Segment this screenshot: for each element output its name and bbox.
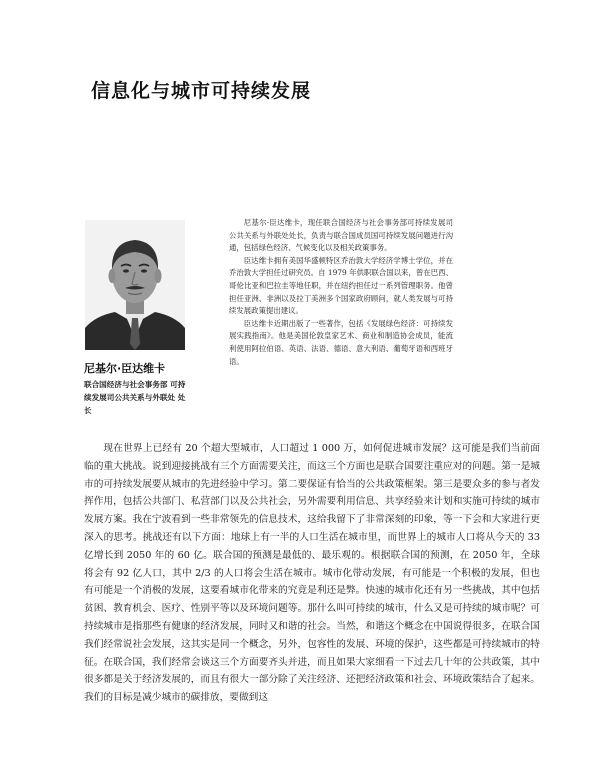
- bio-paragraph: 尼基尔·臣达维卡，现任联合国经济与社会事务部可持续发展司公共关系与外联处处长，负责与联合国成员国可持续发展问题进行沟通，包括绿色经济、气候变化以及相关政策事务。: [229, 218, 453, 253]
- biography: [229, 217, 453, 368]
- person-name: 尼基尔·臣达维卡: [84, 362, 166, 375]
- body-paragraph: 现在世界上已经有 20 个超大型城市，人口超过 1 000 万，如何促进城市发展？这可能是我们当前面临的重大挑战。说到迎接挑战有三个方面需要关注，而这三个方面也是联合国要注重应对的问题。第一是城市的可持续发展要从城市的先进经验中学习。第二要保证有恰当的公共政策框架。第三是要众多的参与者发挥作用，包括公共部门、私营部门以及公共社会，另外需要利用信息、共享经验来计划和实施可持续的城市发展方案。我在宁波看到一些非常领先的信息技术，这给我留下了非常深刻的印象，等一下会和大家进行更深入的思考。挑战还有以下方面：地球上有一半的人口生活在城市里，而世界上的城市人口将从今天的 33 亿增长到 2050 年的 60 亿。联合国的预测是最低的、最乐观的。根据联合国的预测，在 2050 年，全球将会有 92 亿人口，其中 2/3 的人口将会生活在城市。城市化带动发展，有可能是一个积极的发展，但也有可能是一个消极的发展，这要看城市化带来的究竟是利还是弊。快速的城市化还有另一些挑战，其中包括贫困、教育机会、医疗、性别平等以及环境问题等。那什么叫可持续的城市，什么又是可持续的城市呢？可持续城市是指那些有健康的经济发展，同时又和谐的社会。当然，和谐这个概念在中国说得很多，在联合国我们经常说社会发展，这其实是同一个概念，另外，包容性的发展、环境的保护，这些都是可持续城市的特征。在联合国，我们经常会谈这三个方面要齐头并进，而且如果大家细看一下过去几十年的公共政策，其中很多都是关于经济发展的，而且有很大一部分除了关注经济、还把经济政策和社会、环境政策结合了起来。我们的目标是减少城市的碳排放，要做到这: [84, 443, 540, 704]
- portrait-photo: [85, 220, 185, 350]
- body-text: [84, 440, 540, 707]
- bio-paragraph: 臣达维卡近期出版了一些著作，包括《发展绿色经济：可持续发展实践指南》。他是美国伦敦皇家艺术、商业和制造协会成员，能流利使用阿拉伯语、英语、法语、德语、意大利语、葡萄牙语和西班牙语。: [229, 318, 453, 366]
- page-title: 信息化与城市可持续发展: [91, 80, 312, 102]
- person-title: 联合国经济与社会事务部 可持续发展司公共关系与外联处 处长: [84, 380, 186, 415]
- bio-paragraph: 臣达维卡拥有美国华盛顿特区乔治敦大学经济学博士学位，并在乔治敦大学担任过研究员。自 1979 年供职联合国以来，曾在巴西、哥伦比亚和巴拉圭等地任职，并在纽约担任过一系列管理职务。他曾担任亚洲、非洲以及拉丁美洲多个国家政府顾问，就人类发展与可持续发展政策提出建议。: [229, 255, 453, 316]
